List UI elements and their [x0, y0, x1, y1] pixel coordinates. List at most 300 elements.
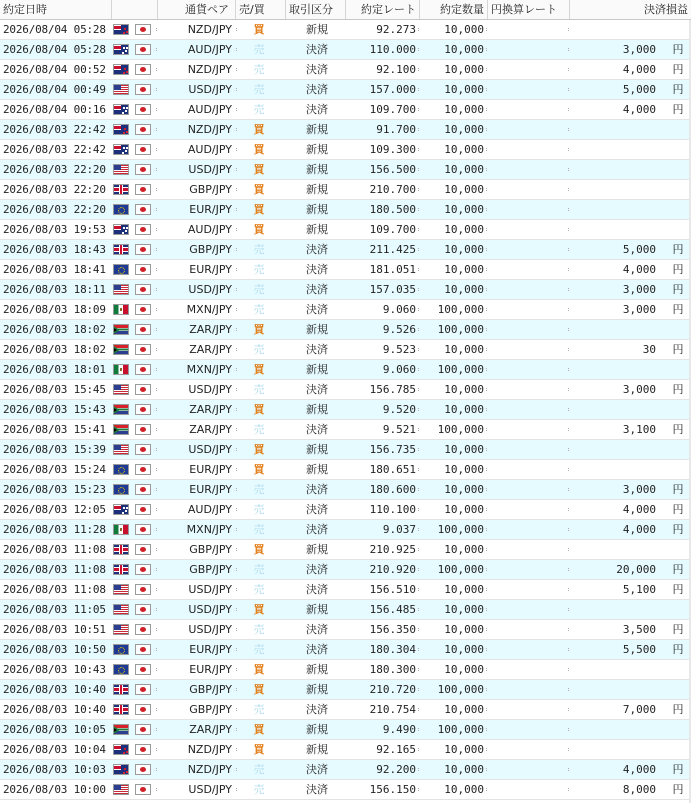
cell-divider	[568, 68, 571, 71]
trade-side: 売	[253, 483, 265, 496]
settlement-pl: 5,500	[622, 643, 656, 656]
settlement-pl: 5,000	[622, 83, 656, 96]
jp-flag-icon	[135, 44, 151, 55]
yen-unit: 円	[672, 763, 684, 776]
trade-kind: 新規	[306, 463, 328, 476]
jp-flag-icon	[135, 384, 151, 395]
cell-divider	[156, 648, 159, 651]
settlement-pl	[580, 740, 656, 759]
cell-divider	[486, 748, 489, 751]
col-header-rate[interactable]: 約定レート	[346, 0, 420, 19]
currency-pair: AUD/JPY	[187, 143, 232, 156]
trade-side: 買	[253, 463, 265, 476]
cell-divider	[568, 228, 571, 231]
cell-divider	[486, 248, 489, 251]
trade-side: 買	[253, 543, 265, 556]
au-flag-icon	[113, 44, 129, 55]
trade-rate: 210.925	[369, 543, 416, 556]
yen-unit: 円	[672, 383, 684, 396]
trade-side: 売	[253, 523, 265, 536]
jp-flag-icon	[135, 424, 151, 435]
yen-unit: 円	[672, 103, 684, 116]
col-header-pl[interactable]: 決済損益	[644, 3, 688, 16]
trade-quantity: 10,000	[444, 583, 484, 596]
trade-rate: 9.037	[382, 523, 416, 536]
trade-datetime: 2026/08/04 00:16	[3, 103, 106, 116]
col-header-side[interactable]: 売/買	[236, 0, 286, 19]
nz-flag-icon	[113, 64, 129, 75]
trade-kind: 新規	[306, 323, 328, 336]
trade-quantity: 10,000	[444, 603, 484, 616]
trade-kind: 新規	[306, 723, 328, 736]
cell-divider	[156, 668, 159, 671]
trade-side: 売	[253, 243, 265, 256]
yen-unit: 円	[672, 423, 684, 436]
trade-datetime: 2026/08/03 10:05	[3, 723, 106, 736]
table-row[interactable]	[0, 780, 691, 800]
table-row[interactable]	[0, 140, 691, 160]
trade-quantity: 100,000	[437, 563, 484, 576]
cell-divider	[568, 528, 571, 531]
cell-divider	[568, 348, 571, 351]
trade-side: 買	[253, 603, 265, 616]
trade-quantity: 10,000	[444, 763, 484, 776]
cell-divider	[236, 768, 239, 771]
cell-divider	[568, 388, 571, 391]
table-row[interactable]	[0, 20, 691, 40]
settlement-pl	[580, 120, 656, 139]
cell-divider	[486, 388, 489, 391]
nz-flag-icon	[113, 744, 129, 755]
jp-flag-icon	[135, 284, 151, 295]
col-header-qty[interactable]: 約定数量	[420, 0, 488, 19]
gb-flag-icon	[113, 684, 129, 695]
trade-side: 買	[253, 183, 265, 196]
cell-divider	[486, 288, 489, 291]
us-flag-icon	[113, 604, 129, 615]
settlement-pl: 3,000	[622, 303, 656, 316]
trade-side: 買	[253, 323, 265, 336]
jp-flag-icon	[135, 604, 151, 615]
jp-flag-icon	[135, 464, 151, 475]
trade-rate: 9.060	[382, 363, 416, 376]
settlement-pl	[580, 440, 656, 459]
trade-side: 買	[253, 683, 265, 696]
table-row[interactable]	[0, 280, 691, 300]
trade-kind: 新規	[306, 543, 328, 556]
table-row[interactable]	[0, 360, 691, 380]
table-row[interactable]	[0, 180, 691, 200]
trade-rate: 110.000	[369, 43, 416, 56]
table-row[interactable]	[0, 100, 691, 120]
trade-quantity: 10,000	[444, 543, 484, 556]
cell-divider	[486, 788, 489, 791]
cell-divider	[156, 408, 159, 411]
cell-divider	[156, 348, 159, 351]
jp-flag-icon	[135, 664, 151, 675]
trade-quantity: 10,000	[444, 743, 484, 756]
cell-divider	[486, 428, 489, 431]
cell-divider	[486, 88, 489, 91]
yen-unit: 円	[672, 503, 684, 516]
trade-side: 買	[253, 123, 265, 136]
table-row[interactable]	[0, 600, 691, 620]
cell-divider	[568, 128, 571, 131]
settlement-pl: 5,100	[622, 583, 656, 596]
table-row[interactable]	[0, 660, 691, 680]
trade-side: 買	[253, 23, 265, 36]
cell-divider	[156, 688, 159, 691]
trade-side: 売	[253, 43, 265, 56]
trade-datetime: 2026/08/03 15:24	[3, 463, 106, 476]
us-flag-icon	[113, 84, 129, 95]
jp-flag-icon	[135, 264, 151, 275]
currency-pair: EUR/JPY	[189, 203, 232, 216]
trade-quantity: 10,000	[444, 263, 484, 276]
trade-quantity: 10,000	[444, 483, 484, 496]
trade-kind: 新規	[306, 203, 328, 216]
table-row[interactable]	[0, 320, 691, 340]
cell-divider	[236, 88, 239, 91]
col-header-datetime[interactable]: 約定日時	[0, 0, 112, 19]
table-row[interactable]	[0, 620, 691, 640]
table-row[interactable]	[0, 520, 691, 540]
table-row[interactable]	[0, 200, 691, 220]
nz-flag-icon	[113, 124, 129, 135]
trade-quantity: 10,000	[444, 103, 484, 116]
trade-rate: 92.200	[376, 763, 416, 776]
gb-flag-icon	[113, 564, 129, 575]
table-row[interactable]	[0, 300, 691, 320]
trade-datetime: 2026/08/04 00:49	[3, 83, 106, 96]
cell-divider	[236, 748, 239, 751]
trade-rate: 109.700	[369, 103, 416, 116]
trade-datetime: 2026/08/03 18:02	[3, 343, 106, 356]
table-row[interactable]	[0, 540, 691, 560]
jp-flag-icon	[135, 744, 151, 755]
trade-rate: 9.060	[382, 303, 416, 316]
settlement-pl: 8,000	[622, 783, 656, 796]
cell-divider	[156, 768, 159, 771]
trade-datetime: 2026/08/03 22:20	[3, 183, 106, 196]
trade-datetime: 2026/08/03 15:41	[3, 423, 106, 436]
currency-pair: NZD/JPY	[187, 123, 232, 136]
cell-divider	[156, 448, 159, 451]
trade-rate: 9.526	[382, 323, 416, 336]
jp-flag-icon	[135, 624, 151, 635]
table-row[interactable]	[0, 120, 691, 140]
currency-pair: AUD/JPY	[187, 223, 232, 236]
cell-divider	[486, 468, 489, 471]
cell-divider	[568, 788, 571, 791]
cell-divider	[486, 488, 489, 491]
currency-pair: USD/JPY	[188, 783, 232, 796]
table-row[interactable]	[0, 220, 691, 240]
trade-side: 売	[253, 583, 265, 596]
eu-flag-icon	[113, 464, 129, 475]
settlement-pl: 20,000	[616, 563, 656, 576]
currency-pair: AUD/JPY	[187, 503, 232, 516]
eu-flag-icon	[113, 644, 129, 655]
cell-divider	[156, 208, 159, 211]
cell-divider	[236, 128, 239, 131]
cell-divider	[236, 68, 239, 71]
trade-quantity: 10,000	[444, 343, 484, 356]
cell-divider	[568, 408, 571, 411]
yen-unit: 円	[672, 63, 684, 76]
trade-quantity: 10,000	[444, 283, 484, 296]
table-body	[0, 20, 691, 800]
table-row[interactable]	[0, 440, 691, 460]
trade-datetime: 2026/08/04 05:28	[3, 43, 106, 56]
cell-divider	[486, 668, 489, 671]
trade-quantity: 10,000	[444, 243, 484, 256]
trade-rate: 180.600	[369, 483, 416, 496]
cell-divider	[156, 248, 159, 251]
trade-rate: 109.700	[369, 223, 416, 236]
cell-divider	[156, 88, 159, 91]
trade-rate: 109.300	[369, 143, 416, 156]
currency-pair: ZAR/JPY	[189, 343, 232, 356]
cell-divider	[486, 648, 489, 651]
cell-divider	[236, 448, 239, 451]
trade-quantity: 10,000	[444, 183, 484, 196]
settlement-pl: 3,000	[622, 383, 656, 396]
cell-divider	[236, 468, 239, 471]
gb-flag-icon	[113, 184, 129, 195]
trade-rate: 211.425	[369, 243, 416, 256]
trade-kind: 新規	[306, 363, 328, 376]
us-flag-icon	[113, 784, 129, 795]
trade-kind: 決済	[306, 503, 328, 516]
trade-kind: 決済	[306, 643, 328, 656]
trade-side: 売	[253, 623, 265, 636]
cell-divider	[156, 568, 159, 571]
currency-pair: MXN/JPY	[186, 303, 232, 316]
currency-pair: EUR/JPY	[189, 263, 232, 276]
eu-flag-icon	[113, 484, 129, 495]
cell-divider	[236, 108, 239, 111]
cell-divider	[236, 168, 239, 171]
trade-side: 売	[253, 503, 265, 516]
za-flag-icon	[113, 724, 129, 735]
trade-kind: 新規	[306, 663, 328, 676]
table-row[interactable]	[0, 680, 691, 700]
cell-divider	[568, 728, 571, 731]
table-row[interactable]	[0, 240, 691, 260]
cell-divider	[156, 608, 159, 611]
cell-divider	[486, 368, 489, 371]
settlement-pl	[580, 720, 656, 739]
table-row[interactable]	[0, 260, 691, 280]
trade-kind: 新規	[306, 603, 328, 616]
jp-flag-icon	[135, 304, 151, 315]
cell-divider	[236, 428, 239, 431]
currency-pair: NZD/JPY	[187, 763, 232, 776]
currency-pair: EUR/JPY	[189, 643, 232, 656]
table-row[interactable]	[0, 60, 691, 80]
table-row[interactable]	[0, 80, 691, 100]
table-row[interactable]	[0, 560, 691, 580]
trade-quantity: 10,000	[444, 163, 484, 176]
cell-divider	[568, 148, 571, 151]
trade-datetime: 2026/08/03 18:02	[3, 323, 106, 336]
jp-flag-icon	[135, 144, 151, 155]
trade-quantity: 10,000	[444, 503, 484, 516]
au-flag-icon	[113, 144, 129, 155]
cell-divider	[568, 168, 571, 171]
table-row[interactable]	[0, 740, 691, 760]
us-flag-icon	[113, 284, 129, 295]
us-flag-icon	[113, 384, 129, 395]
trade-side: 売	[253, 63, 265, 76]
cell-divider	[156, 728, 159, 731]
table-row[interactable]	[0, 500, 691, 520]
trade-kind: 新規	[306, 183, 328, 196]
jp-flag-icon	[135, 704, 151, 715]
currency-pair: USD/JPY	[188, 443, 232, 456]
trade-quantity: 10,000	[444, 23, 484, 36]
yen-unit: 円	[672, 303, 684, 316]
settlement-pl: 4,000	[622, 263, 656, 276]
jp-flag-icon	[135, 364, 151, 375]
trade-quantity: 10,000	[444, 663, 484, 676]
trade-quantity: 10,000	[444, 783, 484, 796]
trade-kind: 決済	[306, 283, 328, 296]
cell-divider	[486, 308, 489, 311]
table-row[interactable]	[0, 720, 691, 740]
eu-flag-icon	[113, 664, 129, 675]
trade-rate: 157.000	[369, 83, 416, 96]
trade-kind: 新規	[306, 403, 328, 416]
cell-divider	[568, 188, 571, 191]
cell-divider	[568, 448, 571, 451]
cell-divider	[156, 68, 159, 71]
cell-divider	[568, 268, 571, 271]
cell-divider	[156, 308, 159, 311]
currency-pair: ZAR/JPY	[189, 423, 232, 436]
cell-divider	[486, 768, 489, 771]
cell-divider	[236, 648, 239, 651]
currency-pair: MXN/JPY	[186, 363, 232, 376]
cell-divider	[156, 108, 159, 111]
trade-datetime: 2026/08/03 18:11	[3, 283, 106, 296]
trade-datetime: 2026/08/03 11:28	[3, 523, 106, 536]
trade-quantity: 10,000	[444, 403, 484, 416]
settlement-pl: 3,000	[622, 43, 656, 56]
cell-divider	[236, 628, 239, 631]
table-row[interactable]	[0, 760, 691, 780]
table-row[interactable]	[0, 400, 691, 420]
trade-quantity: 10,000	[444, 143, 484, 156]
table-row[interactable]	[0, 340, 691, 360]
table-row[interactable]	[0, 40, 691, 60]
col-header-kind[interactable]: 取引区分	[286, 0, 346, 19]
trade-kind: 新規	[306, 223, 328, 236]
trade-datetime: 2026/08/03 22:42	[3, 143, 106, 156]
trade-quantity: 10,000	[444, 223, 484, 236]
settlement-pl	[580, 680, 656, 699]
currency-pair: USD/JPY	[188, 383, 232, 396]
cell-divider	[156, 748, 159, 751]
trade-datetime: 2026/08/03 10:00	[3, 783, 106, 796]
us-flag-icon	[113, 444, 129, 455]
table-header	[0, 0, 691, 20]
cell-divider	[156, 488, 159, 491]
table-row[interactable]	[0, 580, 691, 600]
cell-divider	[568, 508, 571, 511]
cell-divider	[486, 68, 489, 71]
trade-datetime: 2026/08/04 00:52	[3, 63, 106, 76]
currency-pair: GBP/JPY	[189, 183, 232, 196]
za-flag-icon	[113, 424, 129, 435]
col-header-conv-rate[interactable]: 円換算レート	[488, 0, 570, 19]
table-row[interactable]	[0, 460, 691, 480]
table-row[interactable]	[0, 480, 691, 500]
col-header-pair[interactable]: 通貨ペア	[158, 0, 236, 19]
trade-quantity: 100,000	[437, 323, 484, 336]
cell-divider	[156, 48, 159, 51]
jp-flag-icon	[135, 484, 151, 495]
trade-datetime: 2026/08/03 18:41	[3, 263, 106, 276]
settlement-pl	[580, 20, 656, 39]
table-row[interactable]	[0, 380, 691, 400]
cell-divider	[236, 668, 239, 671]
table-row[interactable]	[0, 160, 691, 180]
cell-divider	[156, 128, 159, 131]
yen-unit: 円	[672, 583, 684, 596]
trade-side: 売	[253, 703, 265, 716]
yen-unit: 円	[672, 263, 684, 276]
trade-side: 買	[253, 743, 265, 756]
trade-kind: 決済	[306, 583, 328, 596]
jp-flag-icon	[135, 404, 151, 415]
table-row[interactable]	[0, 420, 691, 440]
cell-divider	[236, 208, 239, 211]
trade-rate: 156.350	[369, 623, 416, 636]
jp-flag-icon	[135, 124, 151, 135]
yen-unit: 円	[672, 563, 684, 576]
eu-flag-icon	[113, 264, 129, 275]
settlement-pl	[580, 400, 656, 419]
trade-side: 売	[253, 103, 265, 116]
currency-pair: USD/JPY	[188, 283, 232, 296]
currency-pair: NZD/JPY	[187, 63, 232, 76]
cell-divider	[486, 408, 489, 411]
za-flag-icon	[113, 344, 129, 355]
cell-divider	[236, 508, 239, 511]
table-row[interactable]	[0, 640, 691, 660]
settlement-pl: 4,000	[622, 763, 656, 776]
jp-flag-icon	[135, 684, 151, 695]
cell-divider	[156, 508, 159, 511]
trade-kind: 決済	[306, 423, 328, 436]
trade-rate: 9.523	[382, 343, 416, 356]
settlement-pl: 3,000	[622, 483, 656, 496]
trade-quantity: 10,000	[444, 703, 484, 716]
cell-divider	[486, 188, 489, 191]
trade-datetime: 2026/08/04 05:28	[3, 23, 106, 36]
currency-pair: NZD/JPY	[187, 743, 232, 756]
table-row[interactable]	[0, 700, 691, 720]
cell-divider	[236, 288, 239, 291]
trade-datetime: 2026/08/03 10:51	[3, 623, 106, 636]
trade-datetime: 2026/08/03 10:40	[3, 703, 106, 716]
jp-flag-icon	[135, 244, 151, 255]
currency-pair: USD/JPY	[188, 83, 232, 96]
jp-flag-icon	[135, 224, 151, 235]
cell-divider	[486, 228, 489, 231]
